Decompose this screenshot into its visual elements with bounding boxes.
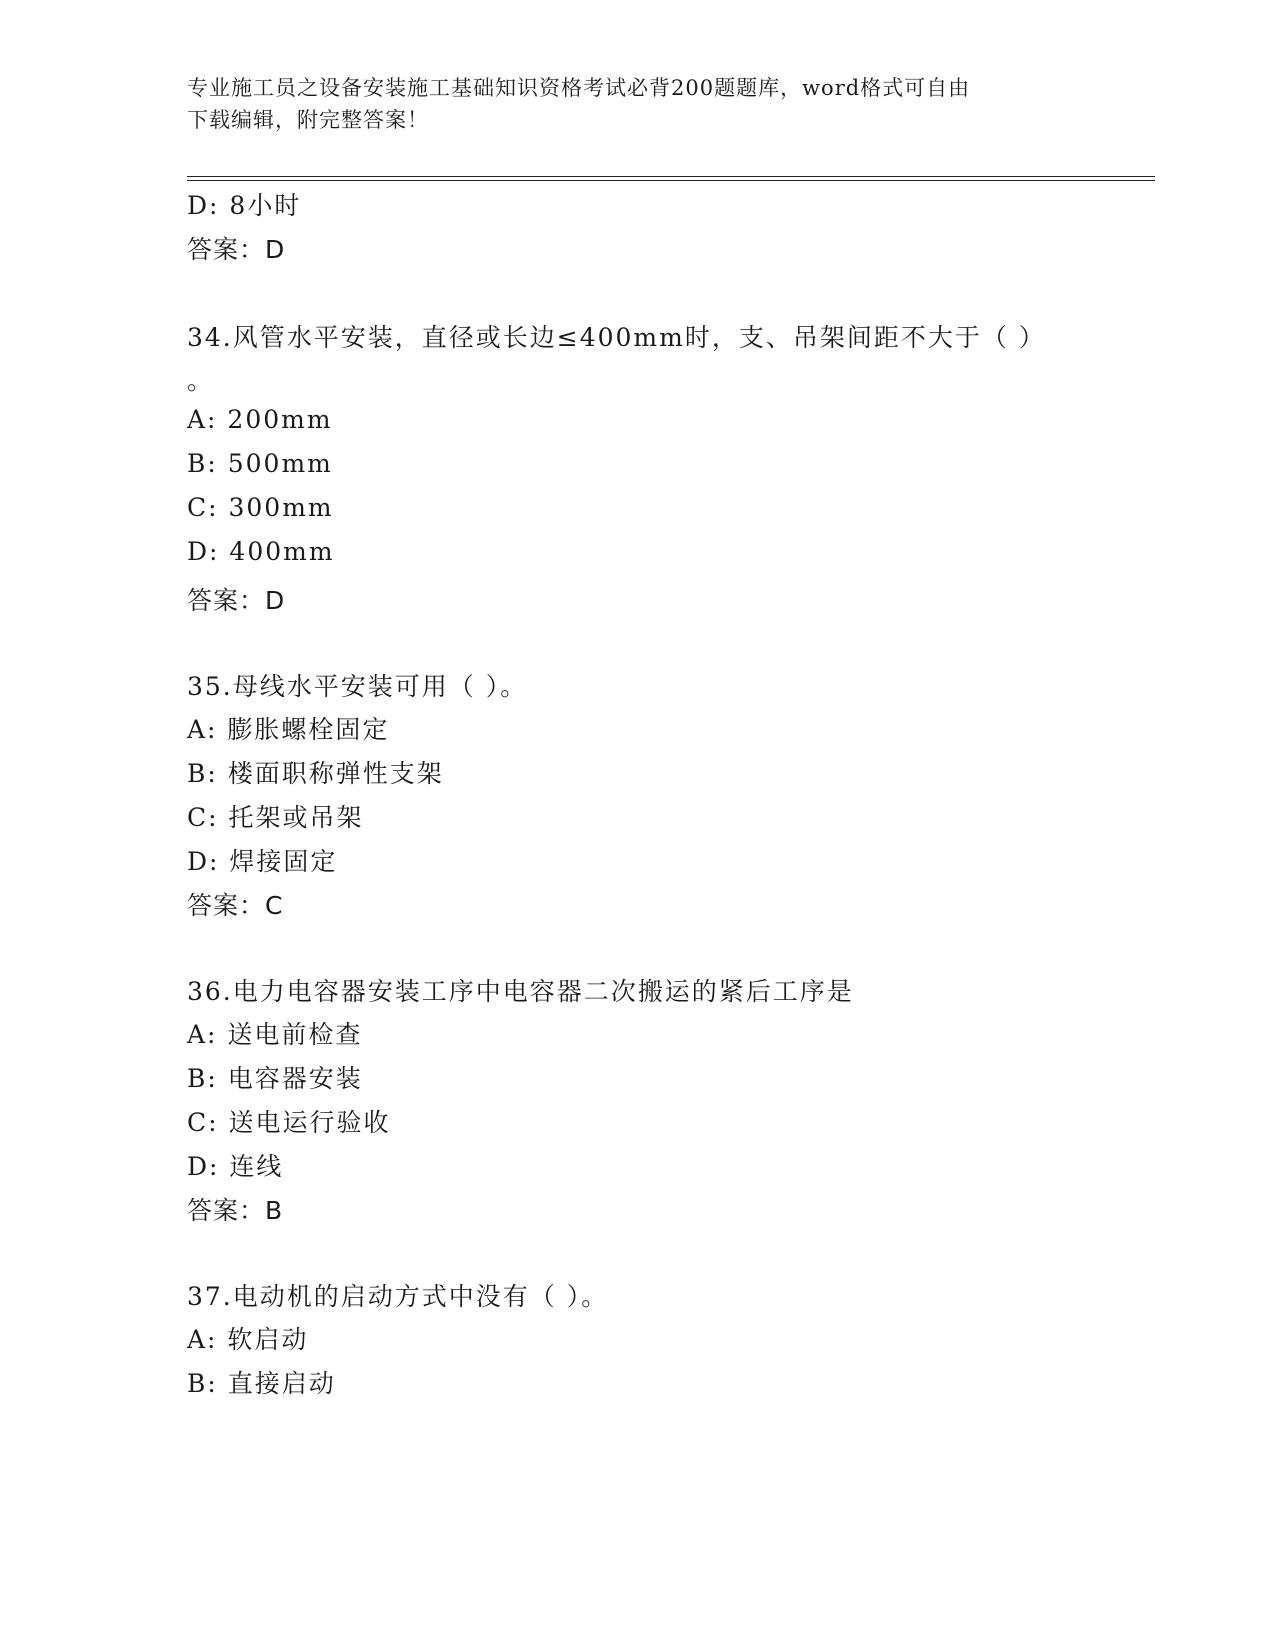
header-line-1: 专业施工员之设备安装施工基础知识资格考试必背200题题库，word格式可自由 [187,76,971,100]
q34-option-c: C: 300mm [187,493,334,522]
q34-stem-continued: 。 [187,366,215,395]
q36-option-a: A: 送电前检查 [187,1020,363,1049]
q34-answer: 答案：D [187,586,286,615]
q35-option-c: C: 托架或吊架 [187,803,364,832]
q34-option-d: D: 400mm [187,537,335,566]
q37-option-b: B: 直接启动 [187,1369,336,1398]
header-divider [187,176,1155,181]
header-line-2: 下载编辑，附完整答案！ [187,108,429,132]
q36-option-d: D: 连线 [187,1152,284,1181]
q36-stem: 36.电力电容器安装工序中电容器二次搬运的紧后工序是 [187,977,854,1006]
prev-answer: 答案：D [187,235,286,264]
q36-option-c: C: 送电运行验收 [187,1108,391,1137]
q35-option-a: A: 膨胀螺栓固定 [187,715,390,744]
q35-option-b: B: 楼面职称弹性支架 [187,759,444,788]
q34-stem: 34.风管水平安装，直径或长边≤400mm时，支、吊架间距不大于（ ） [187,323,1046,352]
q35-stem: 35.母线水平安装可用（ ）。 [187,672,528,701]
q34-option-a: A: 200mm [187,405,333,434]
q34-option-b: B: 500mm [187,449,333,478]
q37-option-a: A: 软启动 [187,1325,309,1354]
q37-stem: 37.电动机的启动方式中没有（ ）。 [187,1282,609,1311]
prev-option-d: D: 8小时 [187,191,302,220]
q35-option-d: D: 焊接固定 [187,847,338,876]
q36-answer: 答案：B [187,1196,284,1225]
q36-option-b: B: 电容器安装 [187,1064,363,1093]
document-header [187,72,1067,136]
q35-answer: 答案：C [187,891,284,920]
